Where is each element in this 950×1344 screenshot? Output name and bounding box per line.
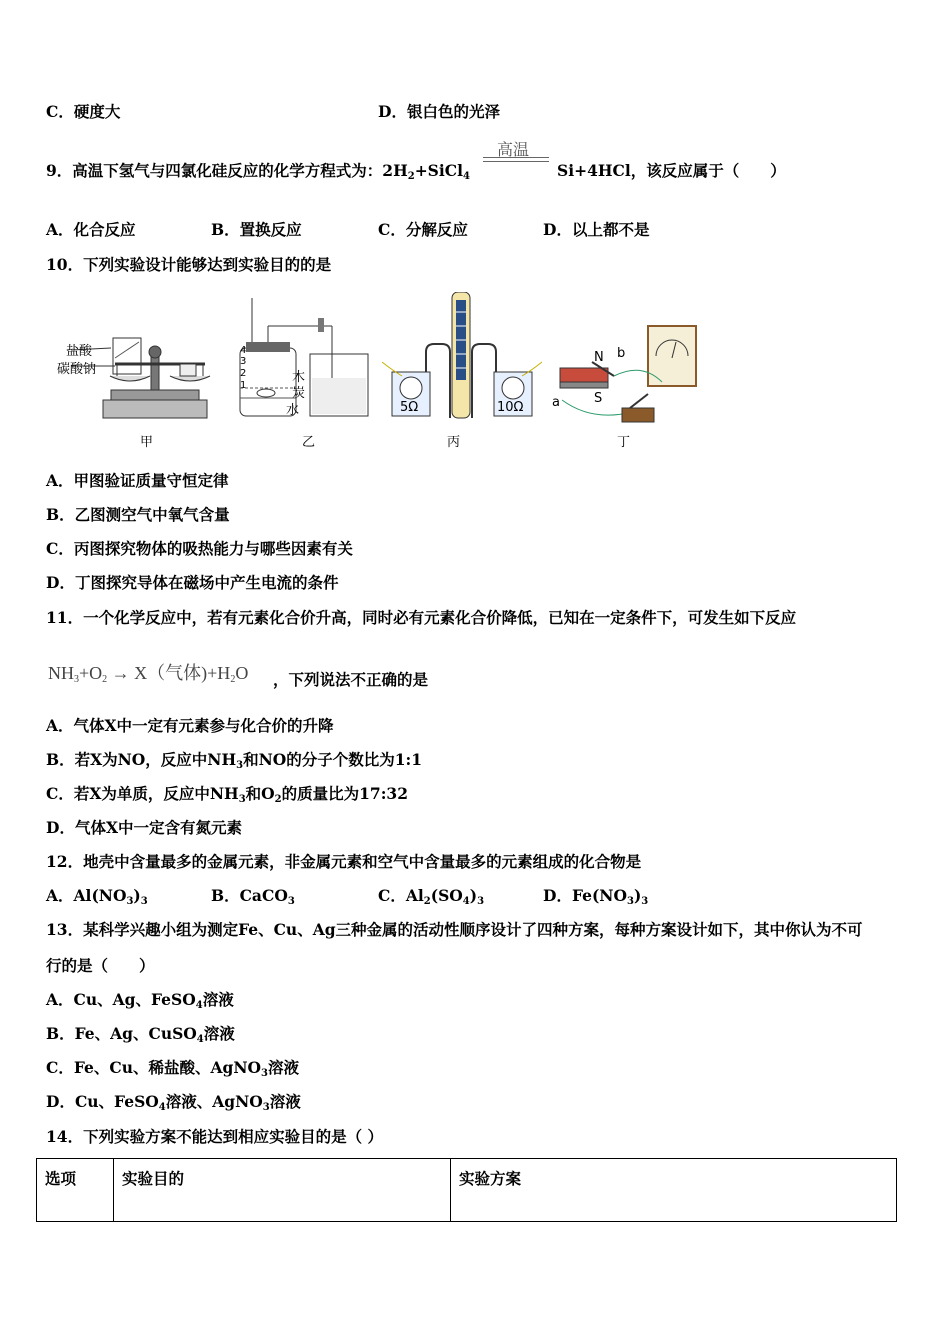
q14-table	[36, 1158, 897, 1222]
q11-option-d: D．气体X中一定含有氮元素	[46, 818, 242, 837]
table-header-option: 选项	[37, 1159, 114, 1222]
q9-option-c: C．分解反应	[378, 220, 468, 239]
fig-yi-mark-1: 1	[240, 380, 247, 391]
q11-stem-tail: ，下列说法不正确的是	[273, 670, 429, 689]
q8-option-c: C．硬度大	[46, 102, 121, 121]
table-header-purpose: 实验目的	[114, 1159, 451, 1222]
fig-ding-a-label: a	[552, 395, 560, 410]
q10-option-c: C．丙图探究物体的吸热能力与哪些因素有关	[46, 539, 353, 558]
q12-option-d: D．$Fe(NO_3)_3$	[543, 886, 649, 907]
q9-stem: 9．高温下氢气与四氯化硅反应的化学方程式为：$2H_2+SiCl_4$	[46, 161, 470, 182]
q11-reaction: $NH_3+O_2 \to X$（气体)$+H_2O$	[48, 663, 249, 685]
fig-bing-caption: 丙	[447, 435, 461, 450]
fig-bing-r1-label: 5Ω	[400, 400, 419, 415]
fig-ding-caption: 丁	[617, 435, 631, 450]
fig-ding-n-label: N	[594, 350, 604, 365]
q13-stem-line2: 行的是（ ）	[46, 956, 155, 975]
q13-option-d: D．Cu、FeSO$_4$溶液、AgNO$_3$溶液	[46, 1092, 301, 1113]
q11-option-b: B．若X为NO，反应中$NH_3$和NO的分子个数比为1:1	[46, 750, 423, 771]
figure-ding-induction	[552, 322, 702, 432]
q13-option-c: C．Fe、Cu、稀盐酸、AgNO$_3$溶液	[46, 1058, 299, 1079]
q12-option-b: B．CaCO$_3$	[211, 886, 295, 907]
q12-stem: 12．地壳中含量最多的金属元素，非金属元素和空气中含量最多的元素组成的化合物是	[46, 852, 642, 871]
table-header-row	[37, 1159, 897, 1222]
fig-bing-r2-label: 10Ω	[497, 400, 524, 415]
q9-equals-line-1	[483, 157, 549, 158]
fig-yi-coal-label: 炭	[292, 386, 306, 401]
fig-jia-caption: 甲	[140, 435, 154, 450]
table-header-plan: 实验方案	[451, 1159, 897, 1222]
fig-ding-b-label: b	[617, 346, 626, 361]
q9-option-d: D．以上都不是	[543, 220, 650, 239]
q11-stem: 11．一个化学反应中，若有元素化合价升高，同时必有元素化合价降低，已知在一定条件下，可发生如下反应	[46, 608, 797, 627]
fig-yi-mark-3: 3	[240, 356, 247, 367]
q11-option-c: C．若X为单质，反应中$NH_3$和$O_2$的质量比为17:32	[46, 784, 409, 805]
figure-yi-apparatus	[232, 298, 372, 420]
fig-ding-s-label: S	[594, 391, 603, 406]
q9-condition: 高温	[497, 142, 530, 159]
fig-yi-wood-label: 木	[292, 370, 306, 385]
q9-equals-line-2	[483, 161, 549, 162]
q8-option-d: D．银白色的光泽	[378, 102, 500, 121]
q14-stem: 14．下列实验方案不能达到相应实验目的是（ ）	[46, 1127, 383, 1146]
fig-yi-caption: 乙	[302, 435, 316, 450]
figure-jia-balance	[55, 318, 220, 448]
q13-stem-line1: 13．某科学兴趣小组为测定Fe、Cu、Ag三种金属的活动性顺序设计了四种方案，每种方案设计如下，其中你认为不可	[46, 920, 863, 939]
fig-jia-salt-label: 碳酸钠	[57, 362, 97, 377]
q9-stem-tail: Si+4HCl，该反应属于（ ）	[557, 161, 786, 180]
q9-option-b: B．置换反应	[211, 220, 302, 239]
fig-yi-mark-2: 2	[240, 368, 247, 379]
fig-yi-mark-4: 4	[240, 345, 247, 356]
q11-option-a: A．气体X中一定有元素参与化合价的升降	[46, 716, 334, 735]
q10-stem: 10．下列实验设计能够达到实验目的的是	[46, 255, 332, 274]
q10-option-b: B．乙图测空气中氧气含量	[46, 505, 230, 524]
q9-option-a: A．化合反应	[46, 220, 136, 239]
q13-option-b: B．Fe、Ag、CuSO$_4$溶液	[46, 1024, 235, 1045]
q12-option-c: C．$Al_2(SO_4)_3$	[378, 886, 485, 907]
q10-option-d: D．丁图探究导体在磁场中产生电流的条件	[46, 573, 339, 592]
fig-yi-water-label: 水	[286, 403, 300, 418]
q12-option-a: A．$Al(NO_3)_3$	[46, 886, 148, 907]
q13-option-a: A．Cu、Ag、FeSO$_4$溶液	[46, 990, 234, 1011]
fig-jia-acid-label: 盐酸	[66, 344, 93, 359]
q10-option-a: A．甲图验证质量守恒定律	[46, 471, 229, 490]
